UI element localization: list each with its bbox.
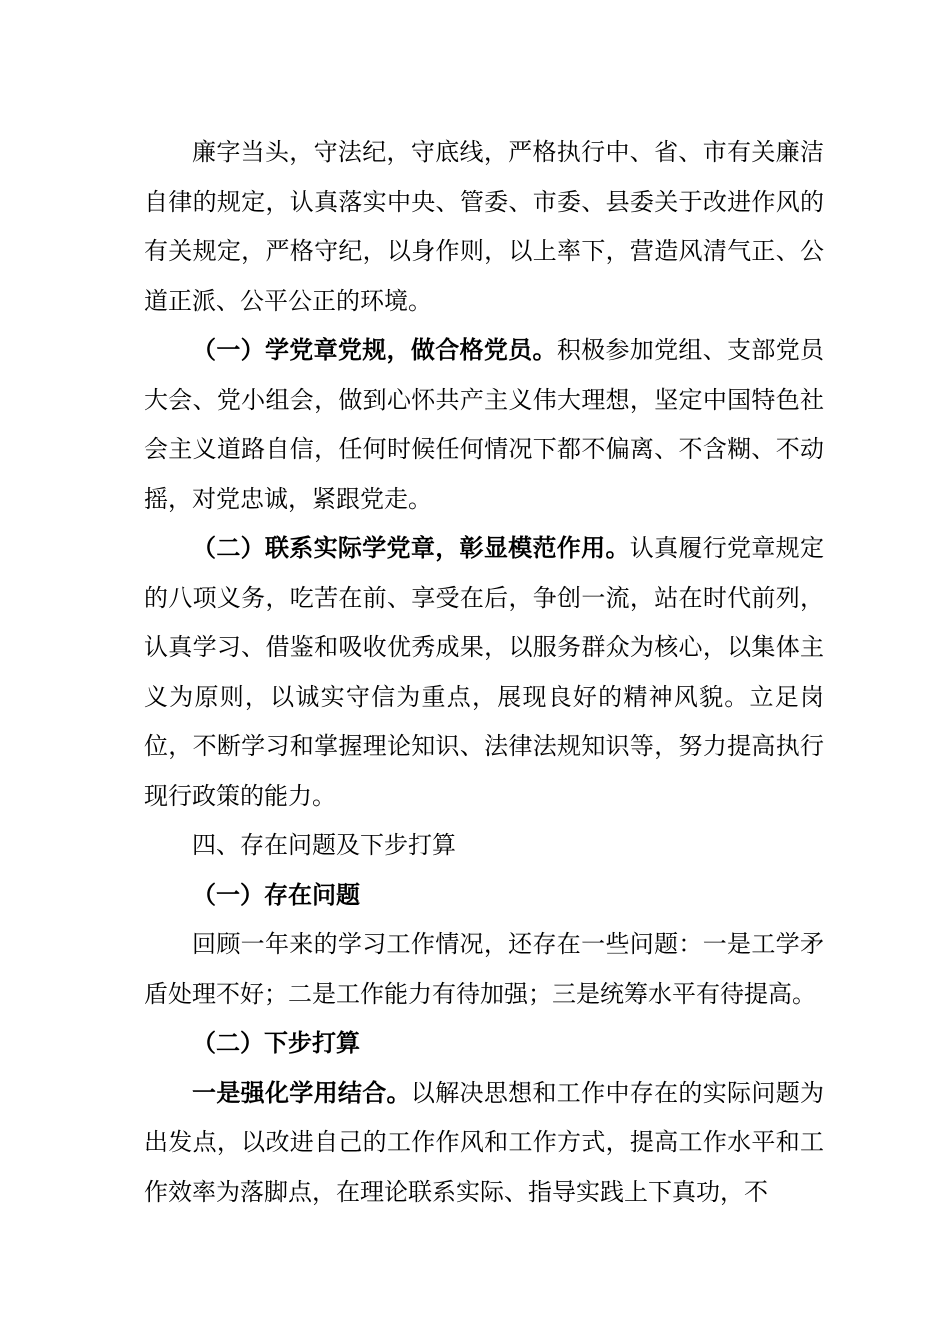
paragraph-text: 以解决思想和工作中存在的实际问题为出发点，以改进自己的工作作风和工作方式，提高工作水平和工作效率为落脚点，在理论联系实际、指导实践上下真功，不 (144, 1078, 825, 1206)
paragraph-heading: （二）联系实际学党章，彰显模范作用。 (192, 534, 630, 562)
document-body (144, 128, 824, 1217)
paragraph-text: 廉字当头，守法纪，守底线，严格执行中、省、市有关廉洁自律的规定，认真落实中央、管委、市委、县委关于改进作风的有关规定，严格守纪，以身作则，以上率下，营造风清气正、公道正派、公平公正的环境。 (144, 138, 824, 315)
paragraph-heading: （一）存在问题 (192, 880, 360, 909)
paragraph-problems (144, 920, 824, 1019)
paragraph-integrity (144, 128, 824, 326)
paragraph-model-role (144, 524, 824, 821)
paragraph-text: 回顾一年来的学习工作情况，还存在一些问题：一是工学矛盾处理不好；二是工作能力有待加强；三是统筹水平有待提高。 (144, 930, 824, 1008)
subheading-existing-problems (144, 871, 824, 921)
paragraph-text: 认真履行党章规定的八项义务，吃苦在前、享受在后，争创一流，站在时代前列，认真学习、借鉴和吸收优秀成果，以服务群众为核心，以集体主义为原则，以诚实守信为重点，展现良好的精神风貌。立足岗位，不断学习和掌握理论知识、法律法规知识等，努力提高执行现行政策的能力。 (144, 534, 825, 810)
paragraph-heading: 一是强化学用结合。 (192, 1078, 411, 1107)
section-heading-problems-plans (144, 821, 824, 871)
paragraph-text: 积极参加党组、支部党员大会、党小组会，做到心怀共产主义伟大理想，坚定中国特色社会主义道路自信，任何时候任何情况下都不偏离、不含糊、不动摇，对党忠诚，紧跟党走。 (144, 336, 825, 513)
paragraph-heading: （二）下步打算 (192, 1029, 360, 1057)
paragraph-plan-one (144, 1069, 824, 1218)
paragraph-party-rules (144, 326, 824, 524)
paragraph-heading: （一）学党章党规，做合格党员。 (192, 336, 557, 364)
subheading-next-plans (144, 1019, 824, 1069)
paragraph-text: 四、存在问题及下步打算 (192, 831, 456, 859)
